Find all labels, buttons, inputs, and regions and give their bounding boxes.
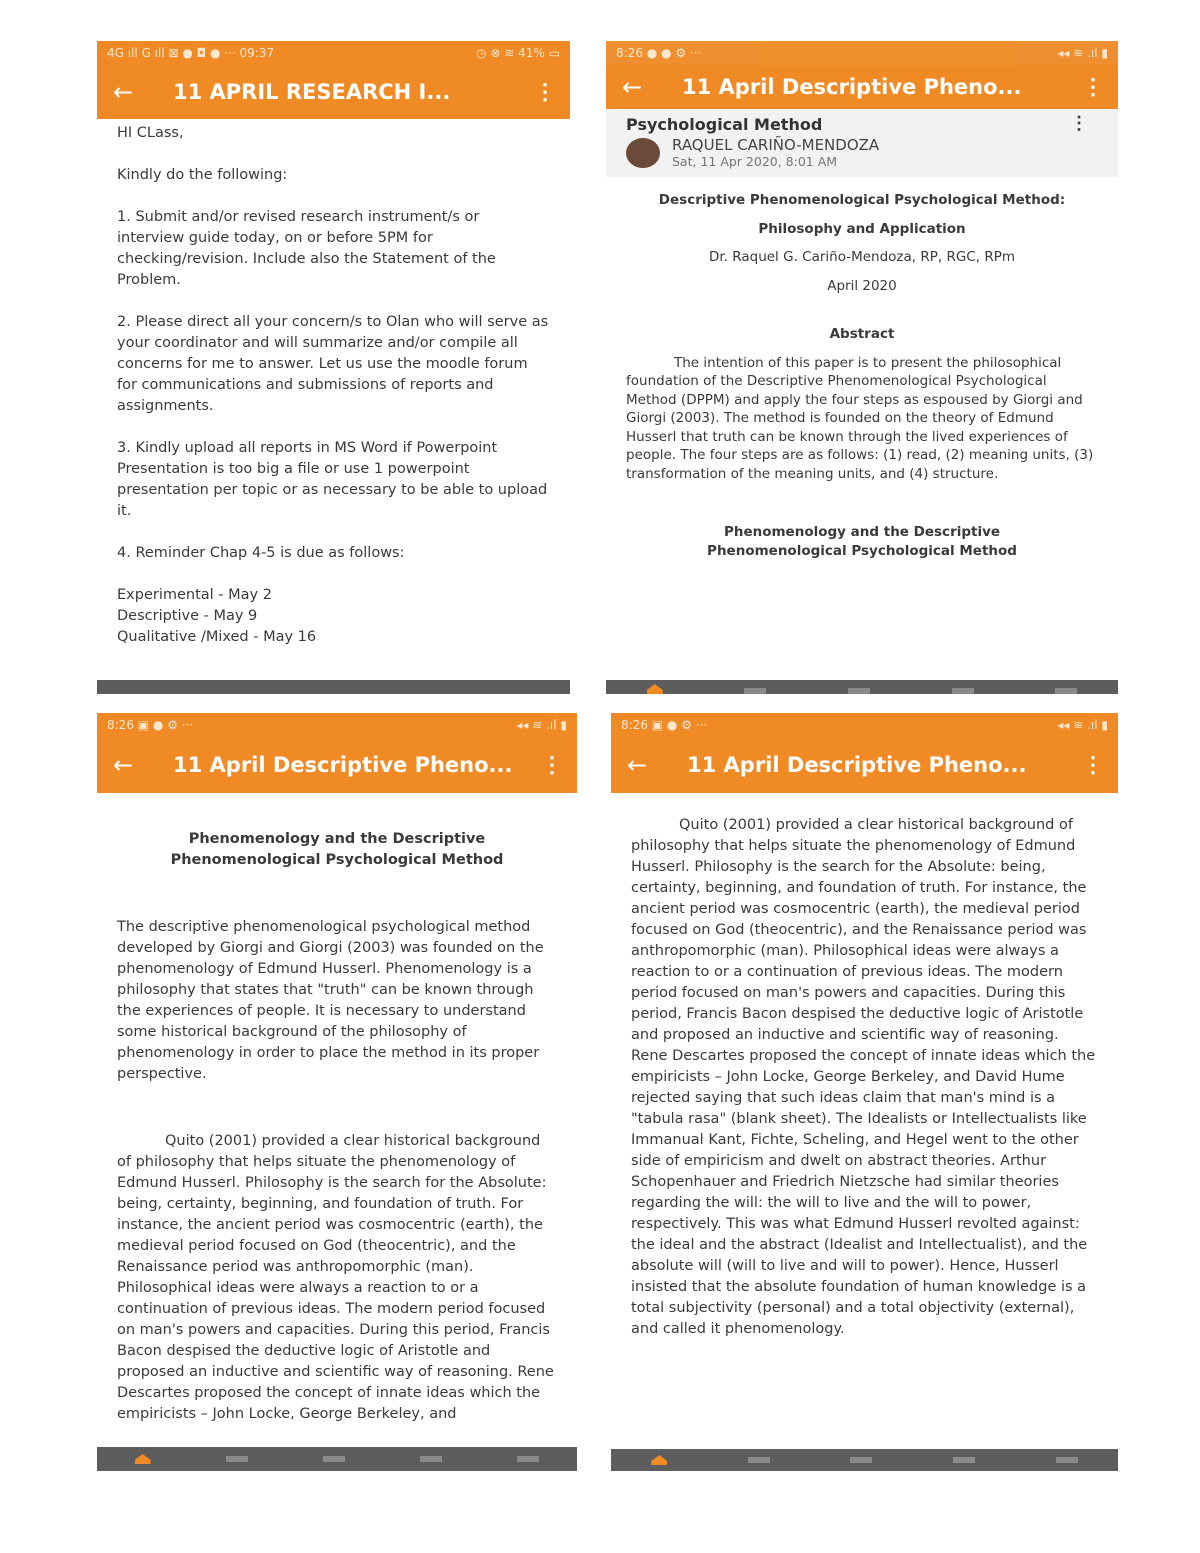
screenshot-phenomenology-intro	[97, 713, 577, 1471]
page-title: 11 APRIL RESEARCH I...	[173, 80, 451, 104]
status-bar	[97, 713, 577, 737]
post-date: Sat, 11 Apr 2020, 8:01 AM	[672, 154, 838, 169]
calendar-icon[interactable]	[748, 1457, 770, 1463]
avatar	[626, 138, 660, 168]
nav-bar	[611, 1449, 1118, 1471]
instruction-2: 2. Please direct all your concern/s to Olan who will serve as your coordinator and will summarize and/or compile all concerns for me to answer. Let us use the moodle forum for communications and submissions of reports and assignments.	[117, 314, 549, 414]
section-heading: Phenomenology and the Descriptive Phenomenological Psychological Method	[170, 831, 504, 868]
back-arrow-icon[interactable]: ←	[622, 73, 643, 101]
home-icon[interactable]	[135, 1454, 151, 1464]
more-icon[interactable]	[517, 1456, 539, 1462]
overflow-menu-icon[interactable]: ⋮	[541, 752, 563, 777]
more-icon[interactable]	[1056, 1457, 1078, 1463]
app-bar	[97, 65, 570, 119]
author-row	[626, 136, 1098, 169]
status-right: ◂◂ ≋ .ıl ▮	[516, 718, 567, 732]
status-right: ◷ ⊗ ≋ 41% ▭	[476, 46, 560, 60]
status-left: 8:26 ● ● ⚙ ···	[616, 46, 702, 60]
screenshot-paper-abstract	[606, 41, 1118, 694]
intro-text: Kindly do the following:	[117, 167, 288, 183]
nav-bar	[97, 1447, 577, 1471]
status-left: 4G ıll G ıll ⊠ ● ◘ ● ··· 09:37	[107, 46, 275, 60]
post-body	[97, 793, 577, 1457]
courses-icon[interactable]	[850, 1457, 872, 1463]
overflow-menu-icon[interactable]: ⋮	[534, 79, 556, 104]
due-qualitative: Qualitative /Mixed - May 16	[117, 629, 317, 645]
screenshot-philosophy-history	[611, 713, 1118, 1471]
status-bar	[611, 713, 1118, 737]
overflow-menu-icon[interactable]: ⋮	[1082, 74, 1104, 99]
notifications-icon[interactable]	[420, 1456, 442, 1462]
status-bar	[606, 41, 1118, 65]
abstract-text: The intention of this paper is to present the philosophical foundation of the Descriptive Phenomenological Psychological Method (DPPM) and apply the four steps as espoused by Giorgi and Giorgi (2003). The method is founded on the theory of Edmund Husserl that truth can be known through the lived experiences of people. The four steps are as follows: (1) read, (2) meaning units, (3) transformation of the meaning units, and (4) structure.	[626, 354, 1094, 482]
page-title: 11 April Descriptive Pheno...	[173, 753, 513, 777]
page-title: 11 April Descriptive Pheno...	[682, 75, 1022, 99]
notifications-icon[interactable]	[952, 688, 974, 694]
instruction-4: 4. Reminder Chap 4-5 is due as follows:	[117, 545, 405, 561]
doc-date: April 2020	[827, 277, 897, 294]
calendar-icon[interactable]	[744, 688, 766, 694]
overflow-menu-icon[interactable]: ⋮	[1082, 752, 1104, 777]
page-title: 11 April Descriptive Pheno...	[687, 753, 1027, 777]
app-bar	[611, 737, 1118, 793]
status-left: 8:26 ▣ ● ⚙ ···	[107, 718, 194, 732]
post-body	[606, 109, 1118, 680]
screenshot-research-instructions	[97, 41, 570, 694]
calendar-icon[interactable]	[226, 1456, 248, 1462]
courses-icon[interactable]	[323, 1456, 345, 1462]
instruction-3: 3. Kindly upload all reports in MS Word if Powerpoint Presentation is too big a file or use 1 powerpoint presentation per topic or as necessary to be able to upload it.	[117, 440, 548, 519]
home-icon[interactable]	[651, 1455, 667, 1465]
back-arrow-icon[interactable]: ←	[113, 78, 134, 106]
notifications-icon[interactable]	[953, 1457, 975, 1463]
due-descriptive: Descriptive - May 9	[117, 608, 258, 624]
section-heading: Phenomenology and the Descriptive Phenomenological Psychological Method	[707, 524, 1017, 559]
paragraph-history: Quito (2001) provided a clear historical background of philosophy that helps situate the phenomenology of Edmund Husserl. Philosophy is the search for the Absolute: being, certainty, beginning, and foundation of truth. For instance, the ancient period was cosmocentric (earth), the medieval period focused on God (theocentric), and the Renaissance period was anthropomorphic (man). Philosophical ideas were always a reaction to or a continuation of previous ideas. The modern period focused on man's powers and capacities. During this period, Francis Bacon despised the deductive logic of Aristotle and proposed an inductive and scientific way of reasoning. Rene Descartes proposed the concept of innate ideas which the empiricists – John Locke, George Berkeley, and David Hume rejected saying that such ideas claim that man's mind is a "tabula rasa" (blank sheet). The Idealists or Intellectualists like Immanual Kant, Fichte, Scheling, and Hegel went to the other side of empiricism and dwelt on abstract theories. Arthur Schopenhauer and Friedrich Nietzsche had similar theories regarding the will: the will to live and the will to power, respectively. This was what Edmund Husserl revolted against: the ideal and the abstract (Idealist and Intellectualist), and the absolute will (will to live and will to power). Hence, Husserl insisted that the absolute foundation of human knowledge is a total subjectivity (personal) and a total objectivity (external), and called it phenomenology.	[631, 817, 1096, 1337]
home-icon[interactable]	[647, 684, 663, 694]
post-title: Psychological Method	[626, 115, 823, 134]
paragraph-intro: The descriptive phenomenological psychological method developed by Giorgi and Giorgi (2003) was founded on the phenomenology of Edmund Husserl. Phenomenology is a philosophy that states that "truth" can be known through the experiences of people. It is necessary to understand some historical background of the philosophy of phenomenology in order to place the method in its proper perspective.	[117, 919, 544, 1082]
post-menu-icon[interactable]: ⋮	[1070, 113, 1088, 133]
paragraph-history: Quito (2001) provided a clear historical background of philosophy that helps situate the phenomenology of Edmund Husserl. Philosophy is the search for the Absolute: being, certainty, beginning, and foundation of truth. For instance, the ancient period was cosmocentric (earth), the medieval period focused on God (theocentric), and the Renaissance period was anthropomorphic (man). Philosophical ideas were always a reaction to or a continuation of previous ideas. The modern period focused on man's powers and capacities. During this period, Francis Bacon despised the deductive logic of Aristotle and proposed an inductive and scientific way of reasoning. Rene Descartes proposed the concept of innate ideas which the empiricists – John Locke, George Berkeley, and	[117, 1133, 554, 1422]
author-name[interactable]: RAQUEL CARIÑO-MENDOZA	[672, 136, 880, 154]
status-right: ◂◂ ≋ .ıl ▮	[1057, 718, 1108, 732]
doc-author: Dr. Raquel G. Cariño-Mendoza, RP, RGC, RPm	[708, 249, 1015, 265]
courses-icon[interactable]	[848, 688, 870, 694]
status-right: ◂◂ ≋ .ıl ▮	[1057, 46, 1108, 60]
post-body	[611, 793, 1118, 1457]
status-bar	[97, 41, 570, 65]
post-header	[606, 109, 1118, 177]
back-arrow-icon[interactable]: ←	[113, 751, 134, 779]
app-bar	[97, 737, 577, 793]
back-arrow-icon[interactable]: ←	[627, 751, 648, 779]
nav-bar	[97, 680, 570, 694]
more-icon[interactable]	[1055, 688, 1077, 694]
nav-bar	[606, 680, 1118, 694]
doc-title: Descriptive Phenomenological Psychological Method:	[658, 192, 1066, 208]
app-bar	[606, 65, 1118, 109]
instruction-1: 1. Submit and/or revised research instrument/s or interview guide today, on or before 5PM for checking/revision. Include also the Statement of the Problem.	[117, 209, 496, 288]
abstract-heading: Abstract	[829, 326, 895, 342]
due-experimental: Experimental - May 2	[117, 587, 272, 603]
doc-subtitle: Philosophy and Application	[758, 220, 966, 237]
greeting: HI CLass,	[117, 125, 184, 141]
post-body	[97, 119, 570, 680]
status-left: 8:26 ▣ ● ⚙ ···	[621, 718, 708, 732]
